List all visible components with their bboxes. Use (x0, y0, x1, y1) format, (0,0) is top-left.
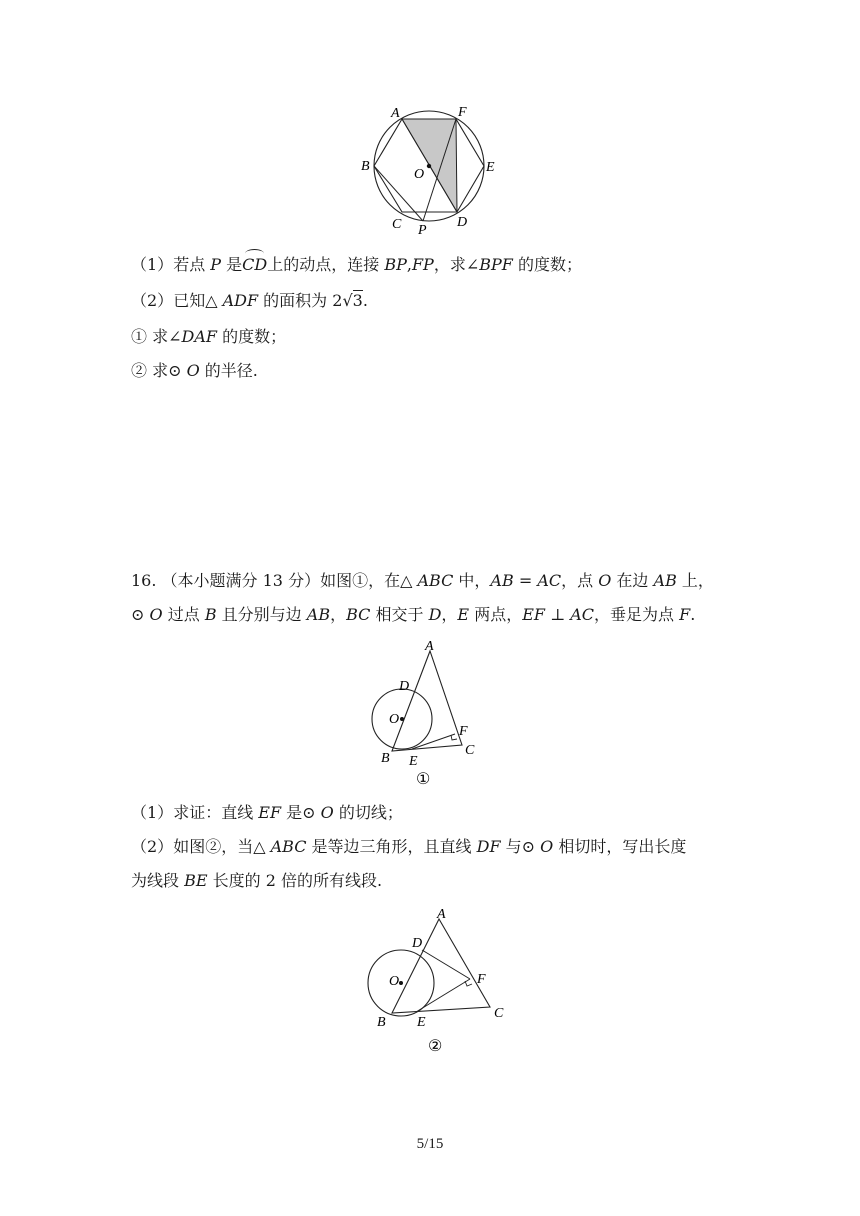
label-d: D (399, 679, 410, 694)
text: . (690, 605, 696, 624)
math-var: O (149, 605, 163, 624)
label-a: A (437, 907, 446, 922)
math-var: DF (476, 837, 501, 856)
text: 的切线； (333, 803, 403, 822)
q16-part2 (131, 836, 686, 858)
text: 的度数； (512, 255, 582, 274)
q16-part2-cont (131, 870, 382, 892)
math-var: CD (242, 255, 268, 274)
text: . (362, 291, 368, 310)
label-e: E (486, 160, 495, 175)
label-e: E (409, 754, 418, 769)
part-number: （2） (131, 837, 174, 856)
label-b: B (377, 1015, 386, 1030)
text: ， (441, 605, 458, 624)
label-f: F (477, 972, 486, 987)
math-var: ADF (222, 291, 259, 310)
triangle-abc (392, 919, 490, 1013)
sqrt-symbol: √ (342, 291, 353, 310)
right-angle-mark (451, 735, 457, 740)
text: 上， (676, 571, 714, 590)
label-a: A (425, 639, 434, 654)
math-var: O (186, 361, 200, 380)
label-f: F (458, 105, 467, 120)
math-var: O (540, 837, 554, 856)
label-p: P (418, 223, 427, 238)
text: 长度的 2 倍的所有线段. (207, 871, 383, 890)
math-var: D (428, 605, 442, 624)
figure-triangle-2 (360, 900, 520, 1060)
text: 的半径. (199, 361, 258, 380)
text: 是 (221, 255, 243, 274)
q15-part1 (131, 254, 582, 276)
math-expr: AB = AC (490, 571, 562, 590)
label-e: E (417, 1015, 426, 1030)
math-var: EF (258, 803, 282, 822)
text: 相交于 (370, 605, 429, 624)
label-c: C (465, 743, 475, 758)
math-var: ABC (417, 571, 454, 590)
label-b: B (381, 751, 390, 766)
segment-ef (412, 734, 455, 749)
arc-cd (242, 254, 267, 276)
q15-sub2 (131, 360, 258, 382)
part-number: （1） (131, 255, 174, 274)
text: 上的动点，连接 (267, 255, 385, 274)
segment-df (422, 950, 470, 979)
figure-hexagon-circle (355, 100, 515, 240)
text: 中， (453, 571, 491, 590)
arc-mark (245, 249, 264, 258)
page-number: 5/15 (416, 1136, 444, 1152)
text: 是⊙ (281, 803, 321, 822)
math-expr: EF ⊥ AC (522, 605, 594, 624)
text: 是等边三角形，且直线 (306, 837, 477, 856)
label-f: F (459, 724, 468, 739)
center-dot (400, 717, 404, 721)
math-var: ABC (270, 837, 307, 856)
text: 相切时，写出长度 (553, 837, 687, 856)
math-var: B (204, 605, 217, 624)
math-var: P (210, 255, 222, 274)
text: ，垂足为点 (594, 605, 680, 624)
part-number: （1） (131, 803, 174, 822)
q15-sub1 (131, 326, 286, 348)
figure-caption: ② (428, 1038, 443, 1055)
math-var: O (320, 803, 334, 822)
text: ① 求∠ (131, 327, 182, 346)
label-b: B (361, 159, 370, 174)
part-number: （2） (131, 291, 174, 310)
text: 16. （本小题满分 13 分）如图①，在△ (131, 571, 418, 590)
text: ，求∠ (433, 255, 480, 274)
text: 且分别与边 (216, 605, 307, 624)
text: 过点 (162, 605, 205, 624)
label-o: O (389, 974, 400, 989)
math-var: BP (384, 255, 407, 274)
text: , (406, 255, 412, 274)
figure-caption: ① (416, 771, 431, 788)
text: ， (330, 605, 347, 624)
center-dot (427, 164, 431, 168)
math-var: BC (346, 605, 371, 624)
figure-triangle-1 (360, 632, 490, 792)
math-var: AB (653, 571, 677, 590)
label-d: D (457, 215, 468, 230)
text: 若点 (173, 255, 211, 274)
math-var: O (598, 571, 612, 590)
center-dot (399, 981, 403, 985)
math-var: FP (411, 255, 434, 274)
math-var: DAF (181, 327, 217, 346)
math-var: AB (306, 605, 331, 624)
segment-ef (416, 979, 470, 1012)
text: 为线段 (131, 871, 185, 890)
text: ② 求⊙ (131, 361, 187, 380)
math-var: F (679, 605, 691, 624)
text: 已知△ (173, 291, 223, 310)
math-var: BPF (479, 255, 513, 274)
text: 两点， (469, 605, 523, 624)
q16-line1 (131, 570, 714, 592)
math-var: BE (184, 871, 208, 890)
label-c: C (392, 217, 402, 232)
text: 的面积为 2 (258, 291, 343, 310)
q16-part1 (131, 802, 403, 824)
text: 求证：直线 (173, 803, 259, 822)
label-o: O (389, 712, 400, 727)
math-var: E (457, 605, 470, 624)
text: 与⊙ (500, 837, 541, 856)
text: ⊙ (131, 605, 150, 624)
text: 如图②，当△ (173, 837, 271, 856)
sqrt-argument: 3 (352, 291, 363, 310)
label-o: O (414, 167, 425, 182)
q15-part2 (131, 290, 368, 312)
q16-line2 (131, 604, 695, 626)
label-c: C (494, 1006, 504, 1021)
text: 在边 (611, 571, 654, 590)
label-d: D (412, 936, 423, 951)
label-a: A (391, 106, 400, 121)
text: 的度数； (216, 327, 287, 346)
text: ，点 (561, 571, 599, 590)
